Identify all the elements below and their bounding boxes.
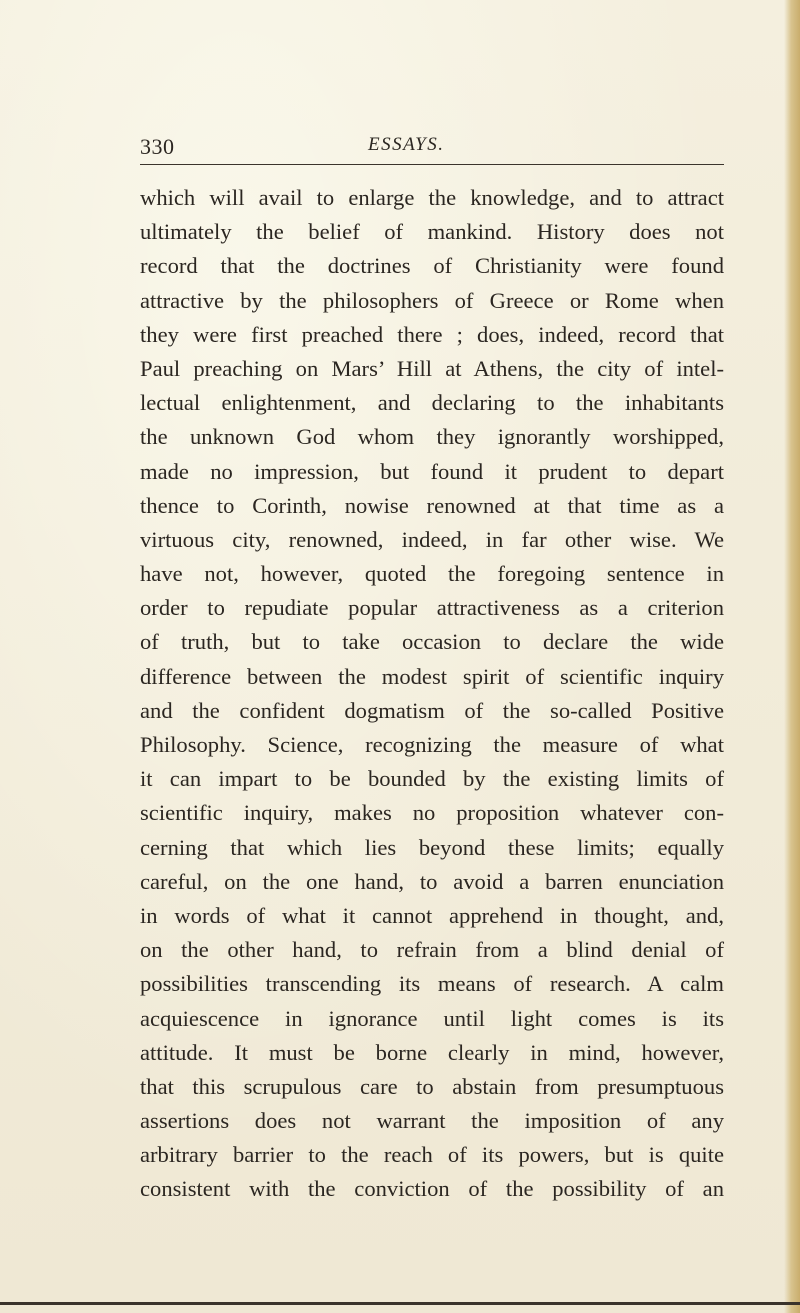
page-number: 330 bbox=[140, 134, 175, 159]
text-line: which will avail to enlarge the knowledge, and to attract bbox=[140, 185, 724, 210]
text-line: assertions does not warrant the imposition of any bbox=[140, 1108, 724, 1134]
text-line: on the other hand, to refrain from a blind denial of bbox=[140, 937, 724, 963]
text-line: in words of what it cannot apprehend in thought, and, bbox=[140, 902, 724, 928]
text-line: cerning that which lies beyond these limits; equally bbox=[140, 834, 724, 860]
text-line: Paul preaching on Mars’ Hill at Athens, the city of intel- bbox=[140, 355, 724, 381]
text-line: lectual enlightenment, and declaring to the inhabitants bbox=[140, 390, 724, 416]
text-line: acquiescence in ignorance until light comes is its bbox=[140, 1005, 724, 1031]
text-line: arbitrary barrier to the reach of its powers, but is quite bbox=[140, 1142, 724, 1168]
text-line: made no impression, but found it prudent to depart bbox=[140, 458, 724, 484]
text-line: consistent with the conviction of the possibility of an bbox=[140, 1176, 724, 1202]
page-edge bbox=[784, 0, 800, 1313]
text-line: of truth, but to take occasion to declare the wide bbox=[140, 629, 724, 655]
text-line: difference between the modest spirit of scientific inquiry bbox=[140, 663, 724, 689]
text-line: virtuous city, renowned, indeed, in far other wise. We bbox=[140, 526, 724, 552]
text-line: record that the doctrines of Christianity were found bbox=[140, 253, 724, 279]
text-line: that this scrupulous care to abstain from presumptuous bbox=[140, 1073, 724, 1099]
text-line: thence to Corinth, nowise renowned at that time as a bbox=[140, 492, 724, 518]
text-line: ultimately the belief of mankind. History does not bbox=[140, 219, 724, 245]
running-title: ESSAYS. bbox=[368, 134, 445, 155]
text-line: careful, on the one hand, to avoid a barren enunciation bbox=[140, 868, 724, 894]
text-line: and the confident dogmatism of the so-called Positive bbox=[140, 697, 724, 723]
text-line: have not, however, quoted the foregoing sentence in bbox=[140, 561, 724, 587]
text-line: possibilities transcending its means of research. A calm bbox=[140, 971, 724, 997]
text-line: attitude. It must be borne clearly in mind, however, bbox=[140, 1039, 724, 1065]
text-line: it can impart to be bounded by the existing limits of bbox=[140, 766, 724, 792]
text-line: Philosophy. Science, recognizing the measure of what bbox=[140, 732, 724, 757]
text-line: order to repudiate popular attractiveness as a criterion bbox=[140, 595, 724, 621]
text-line: they were first preached there ; does, indeed, record that bbox=[140, 321, 724, 347]
bottom-rule bbox=[0, 1302, 800, 1305]
body-text bbox=[140, 181, 724, 1207]
text-line: the unknown God whom they ignorantly worshipped, bbox=[140, 424, 724, 450]
text-line: attractive by the philosophers of Greece or Rome when bbox=[140, 287, 724, 313]
running-head bbox=[140, 134, 724, 165]
text-line: scientific inquiry, makes no proposition whatever con- bbox=[140, 800, 724, 826]
